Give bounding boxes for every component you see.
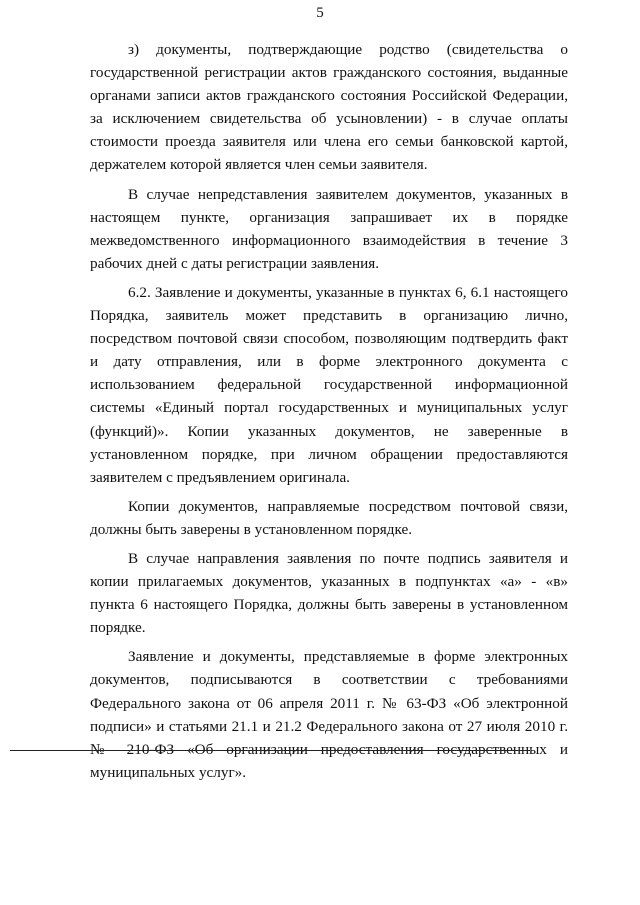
page-number: 5 xyxy=(316,5,324,21)
paragraph-6-2: 6.2. Заявление и документы, указанные в пунктах 6, 6.1 настоящего Порядка, заявитель может представить в организацию лично, посредством почтовой связи способом, позволяющим подтвердить факт и дату отправления, или в форме электронного документа с использованием федеральной государственной информационной системы «Единый портал государственных и муниципальных услуг (функций)». Копии указанных документов, не заверенные в установленном порядке, при личном обращении предоставляются заявителем с предъявлением оригинала. xyxy=(90,283,568,486)
paragraph-electronic-docs: Заявление и документы, представляемые в форме электронных документов, подписываются в соответствии с требованиями Федерального закона от 06 апреля 2011 г. № 63-ФЗ «Об электронной подписи» и статьями 21.1 и 21.2 Федерального закона от 27 июля 2010 г. № 210-ФЗ «Об организации предоставления государственных и муниципальных услуг». xyxy=(90,648,568,781)
horizontal-rule xyxy=(10,750,530,751)
paragraph-postal-copies: Копии документов, направляемые посредством почтовой связи, должны быть заверены в установленном порядке. xyxy=(90,497,568,538)
document-body xyxy=(90,38,568,790)
paragraph-nonsubmission: В случае непредставления заявителем документов, указанных в настоящем пункте, организация запрашивает их в порядке межведомственного информационного взаимодействия в течение 3 рабочих дней с даты регистрации заявления. xyxy=(90,185,568,272)
paragraph-subitem-z: з) документы, подтверждающие родство (свидетельства о государственной регистрации актов гражданского состояния, выданные органами записи актов гражданского состояния Российской Федерации, за исключением свидетельства об усыновлении) - в случае оплаты стоимости проезда заявителя или члена его семьи банковской картой, держателем которой является член семьи заявителя. xyxy=(90,41,568,174)
paragraph-postal-signature: В случае направления заявления по почте подпись заявителя и копии прилагаемых документов, указанных в подпунктах «а» - «в» пункта 6 настоящего Порядка, должны быть заверены в установленном порядке. xyxy=(90,549,568,637)
